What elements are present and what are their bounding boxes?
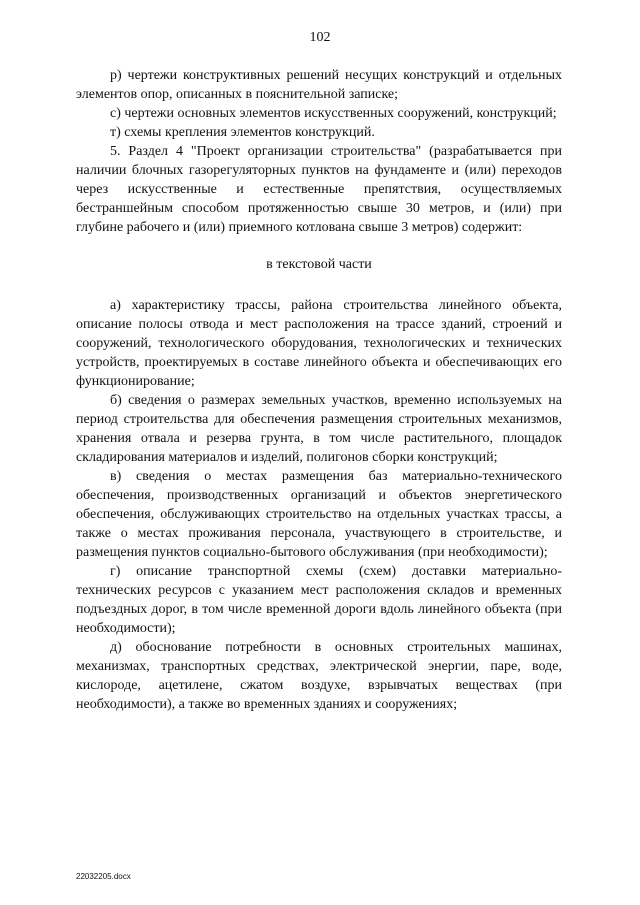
paragraph-item-g: г) описание транспортной схемы (схем) доставки материально-технических ресурсов с указанием мест расположения складов и временных подъездных дорог, в том числе временной дороги вдоль линейного объекта (при необходимости); [76,564,562,636]
footer-filename: 22032205.docx [76,872,131,881]
paragraph-item-t: т) схемы крепления элементов конструкций. [110,125,375,140]
paragraph-item-b: б) сведения о размерах земельных участков, временно используемых на период строительства для обеспечения размещения строительных механизмов, хранения отвала и резерва грунта, в том числе растительного, площадок складирования материалов и изделий, полигонов сборки конструкций; [76,393,562,465]
section-heading: в текстовой части [266,257,372,272]
paragraph-item-s: с) чертежи основных элементов искусственных сооружений, конструкций; [110,106,557,121]
document-body [76,66,562,714]
paragraph-section-5: 5. Раздел 4 "Проект организации строительства" (разрабатывается при наличии блочных газорегуляторных пунктов на фундаменте и (или) переходов через искусственные и естественные препятствия, осуществляемых бестраншейным способом протяженностью свыше 30 метров, и (или) при глубине рабочего и (или) приемного котлована свыше 3 метров) содержит: [76,144,562,235]
paragraph-item-r: р) чертежи конструктивных решений несущих конструкций и отдельных элементов опор, описанных в пояснительной записке; [76,68,562,102]
paragraph-item-v: в) сведения о местах размещения баз материально-технического обеспечения, производственных организаций и объектов энергетического обеспечения, обслуживающих строительство на отдельных участках трассы, а также о местах проживания персонала, участвующего в строительстве, и размещения пунктов социально-бытового обслуживания (при необходимости); [76,469,562,560]
page-number: 102 [309,30,331,45]
paragraph-item-a: а) характеристику трассы, района строительства линейного объекта, описание полосы отвода и мест расположения на трассе зданий, строений и сооружений, технологического оборудования, технологических и технических устройств, проектируемых в составе линейного объекта и обеспечивающих его функционирование; [76,298,562,389]
paragraph-item-d: д) обоснование потребности в основных строительных машинах, механизмах, транспортных средствах, электрической энергии, паре, воде, кислороде, ацетилене, сжатом воздухе, взрывчатых веществах (при необходимости), а также во временных зданиях и сооружениях; [76,640,562,712]
